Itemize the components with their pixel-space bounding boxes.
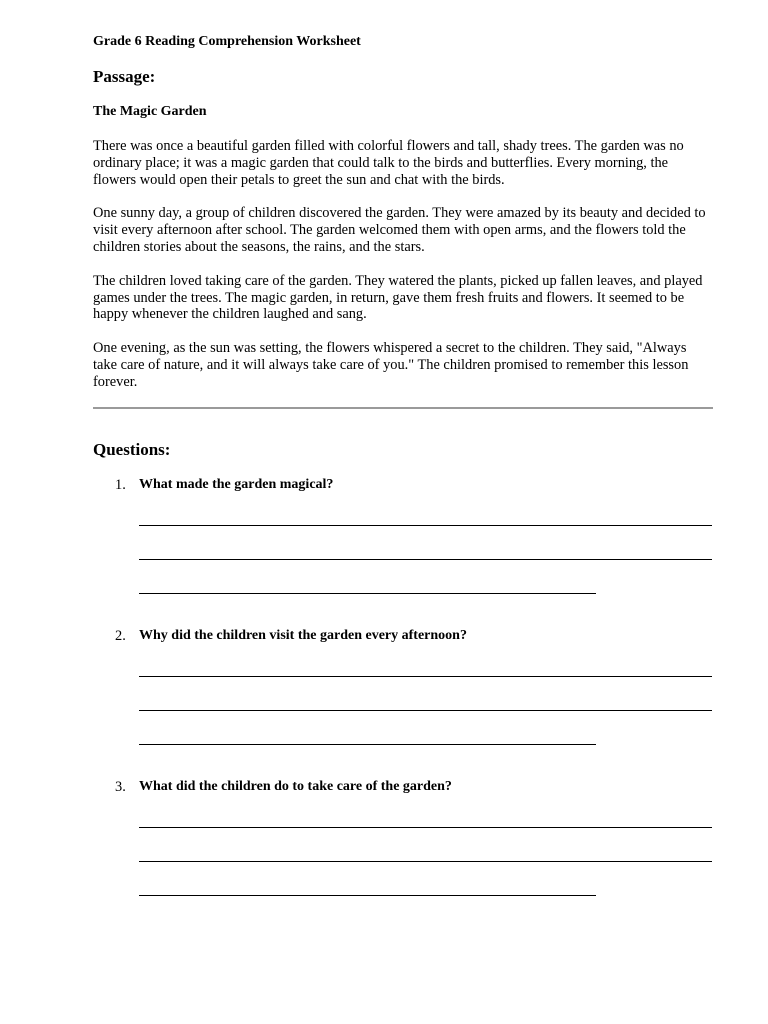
section-divider (93, 407, 713, 409)
passage-paragraph-4: One evening, as the sun was setting, the flowers whispered a secret to the children. They said, "Always take care of nature, and it will always take care of you." The children promised to remember this lesson forever. (93, 340, 689, 390)
passage-body (93, 138, 713, 408)
story-title: The Magic Garden (93, 104, 207, 119)
question-1-answer-line-1[interactable] (139, 525, 712, 526)
question-2-answer-line-2[interactable] (139, 710, 712, 711)
question-3-answer-line-2[interactable] (139, 861, 712, 862)
passage-paragraph-1: There was once a beautiful garden filled with colorful flowers and tall, shady trees. The garden was no ordinary place; it was a magic garden that could talk to the birds and butterflies. Every morning, the flowers would open their petals to greet the sun and chat with the birds. (93, 138, 684, 188)
question-2-text: Why did the children visit the garden every afternoon? (139, 628, 467, 643)
question-1-answer-line-2[interactable] (139, 559, 712, 560)
question-2-answer-line-1[interactable] (139, 676, 712, 677)
question-3-answer-line-3[interactable] (139, 895, 596, 896)
passage-paragraph-3: The children loved taking care of the garden. They watered the plants, picked up fallen leaves, and played games under the trees. The magic garden, in return, gave them fresh fruits and flowers. It seemed to be happy whenever the children laughed and sang. (93, 272, 703, 323)
question-3-text: What did the children do to take care of the garden? (139, 779, 452, 794)
question-2-number: 2. (115, 628, 126, 644)
question-2-answer-line-3[interactable] (139, 744, 596, 745)
question-1-answer-line-3[interactable] (139, 593, 596, 594)
worksheet-title: Grade 6 Reading Comprehension Worksheet (93, 34, 361, 49)
passage-paragraph-2: One sunny day, a group of children discovered the garden. They were amazed by its beauty and decided to visit every afternoon after school. The garden welcomed them with open arms, and the flowers told the children stories about the seasons, the rains, and the stars. (93, 205, 706, 255)
question-1-text: What made the garden magical? (139, 477, 334, 492)
passage-heading: Passage: (93, 67, 156, 86)
question-3-answer-line-1[interactable] (139, 827, 712, 828)
question-3-number: 3. (115, 779, 126, 795)
question-1-number: 1. (115, 477, 126, 493)
questions-heading: Questions: (93, 440, 171, 459)
